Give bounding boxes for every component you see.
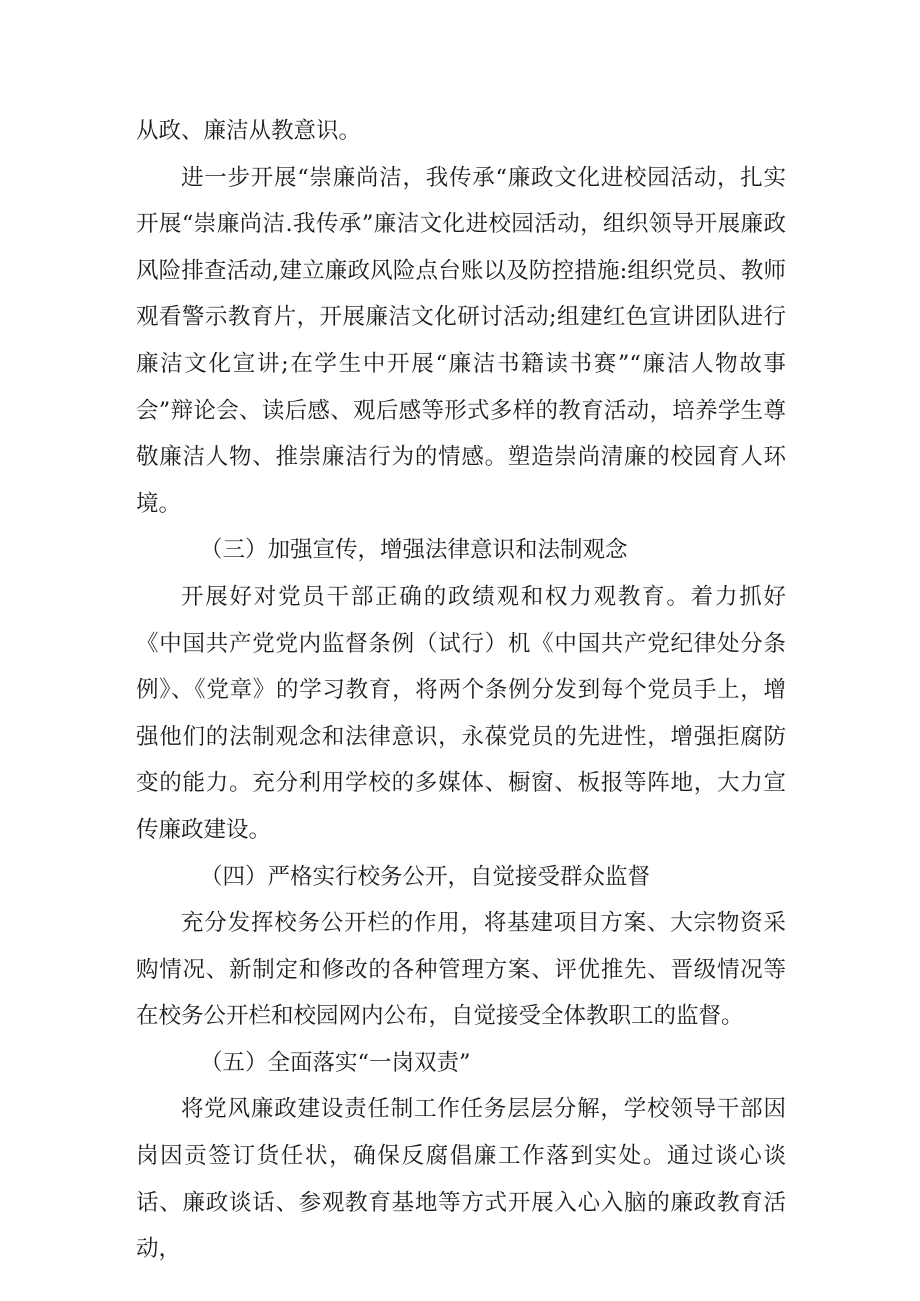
paragraph-legal-education: 开展好对党员干部正确的政绩观和权力观教育。着力抓好《中国共产党党内监督条例（试行）机《中国共产党纪律处分条例》、《党章》的学习教育，将两个条例分发到每个党员手上，增强他们的法制观念和法律意识，永葆党员的先进性，增强拒腐防变的能力。充分利用学校的多媒体、橱窗、板报等阵地，大力宣传廉政建设。 — [136, 583, 786, 843]
paragraph-dual-responsibility: 将党风廉政建设责任制工作任务层层分解，学校领导干部因岗因贡签订货任状，确保反腐倡廉工作落到实处。通过谈心谈话、廉政谈话、参观教育基地等方式开展入心入脑的廉政教育活动， — [136, 1096, 786, 1263]
paragraph-school-affairs-disclosure: 充分发挥校务公开栏的作用，将基建项目方案、大宗物资采购情况、新制定和修改的各种管理方案、评优推先、晋级情况等在校务公开栏和校园网内公布，自觉接受全体教职工的监督。 — [136, 910, 786, 1030]
section-heading-4: （四）严格实行校务公开，自觉接受群众监督 — [200, 863, 651, 890]
paragraph-continuation: 从政、廉洁从教意识。 — [136, 118, 362, 144]
section-heading-5: （五）全面落实“一岗双责” — [200, 1049, 471, 1076]
document-body — [136, 108, 786, 1273]
paragraph-anti-corruption-culture: 进一步开展“崇廉尚洁，我传承“廉政文化进校园活动，扎实开展“崇廉尚洁.我传承”廉洁文化进校园活动，组织领导开展廉政风险排查活动,建立廉政风险点台账以及防控措施:组织党员、教师观看警示教育片，开展廉洁文化研讨活动;组建红色宣讲团队进行廉洁文化宣讲;在学生中开展“廉洁书籍读书赛”“廉洁人物故事会”辩论会、读后感、观后感等形式多样的教育活动，培养学生尊敬廉洁人物、推崇廉洁行为的情感。塑造崇尚清廉的校园育人环境。 — [136, 164, 786, 517]
section-heading-3: （三）加强宣传，增强法律意识和法制观念 — [200, 537, 628, 564]
